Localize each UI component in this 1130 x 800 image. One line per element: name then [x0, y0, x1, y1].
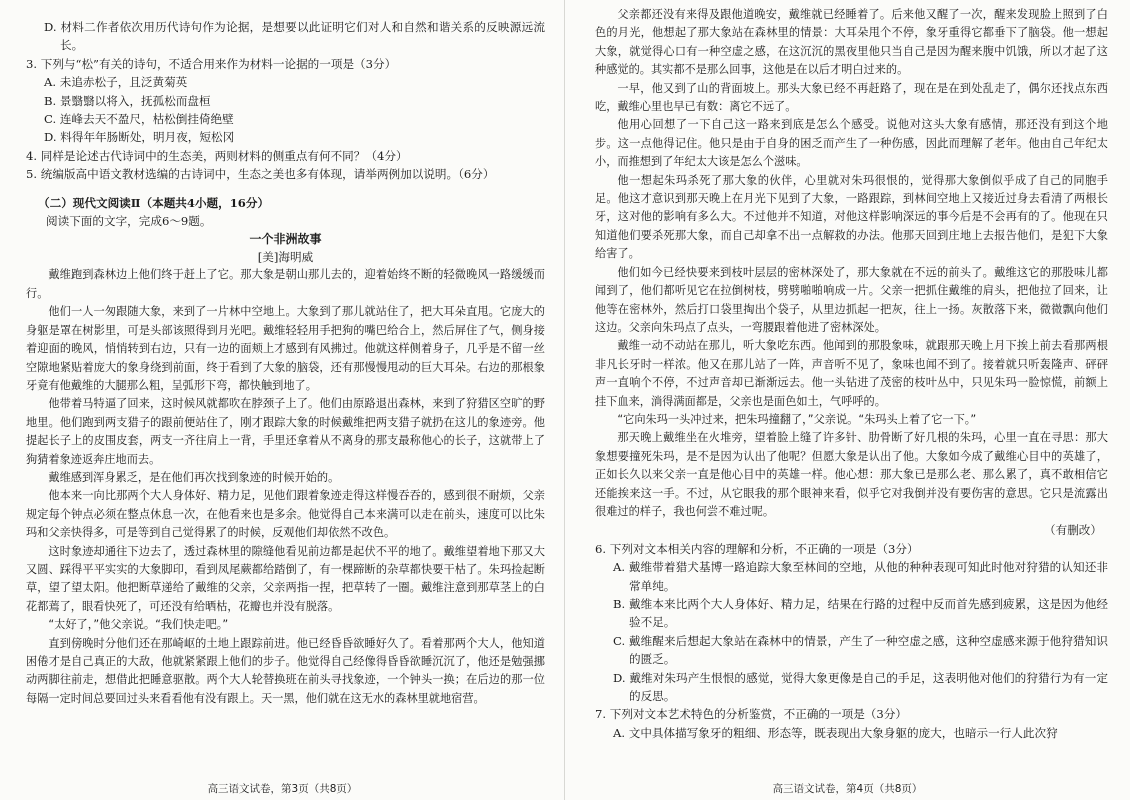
q3-option-d: D. 料得年年肠断处，明月夜，短松冈	[44, 130, 235, 145]
story-paragraph: 他一想起朱玛杀死了那大象的伙伴，心里就对朱玛很恨的，觉得那大象倒似乎成了自己的同胞手足。他这才意识到那天晚上在月光下见到了大象，一路跟踪，到林间空地上又接近过身去看清了两根长牙，这对他的影响有多么大。不过他并不知道，对他这样影响深远的事今后是不会再有的了。他现在只知道他们要杀死那大象，而自己却拿不出一点解救的办法。他那天回到庄地上去报告他们，是犯下大象给害了。	[595, 173, 1108, 261]
question-7: 7. 下列对文本艺术特色的分析鉴赏，不正确的一项是（3分）	[595, 707, 907, 722]
story-paragraph: 他们一人一匆跟随大象，来到了一片林中空地上。大象到了那儿就站住了，把大耳朵直甩。它庞大的身躯是罩在树影里，可是头部该照得到月光吧。戴维轻轻用手把狗的嘴巴给合上，然后屏住了气，侧身接着迎面的晚风，悄悄转到右边，只有一边的面颊上才感到有风拂过。他就这样侧着身子，几乎是不留一丝空隙地紧贴着庞大的象身绕到前面，终于看到了大象的脑袋，还有那慢慢甩动的巨大耳朵。右边的那根象牙竟有他戴维的大腿那么粗，呈弧形下弯，都快触到地了。	[26, 305, 545, 392]
q6-option-d: D. 戴维对朱玛产生恨恨的感觉，觉得大象更像是自己的手足，这表明他对他们的狩猎行为有一定的反思。	[613, 670, 1108, 704]
question-4: 4. 同样是论述古代诗词中的生态美，两则材料的侧重点有何不同？（4分）	[26, 148, 408, 163]
story-paragraph: 他用心回想了一下自己这一路来到底是怎么个感受。说他对这头大象有感情，那还没有到这个地步。这一点他得记住。他只是由于自身的困乏而产生了一种伤感，因此而理解了老年。他由自己年纪太小，而推想到了年纪太大该是怎么个滋味。	[595, 118, 1108, 169]
section-heading: （二）现代文阅读Ⅱ（本题共4小题，16分）	[38, 195, 270, 210]
story-paragraph: 那天晚上戴维坐在火堆旁，望着脸上缝了许多针、肋骨断了好几根的朱玛，心里一直在寻思：那大象想要撞死朱玛，是不是因为认出了他呢？但愿大象是认出了他。大象如今成了戴维心目中的英雄了，正如长久以来父亲一直是他心目中的英雄一样。他心想：那大象已是那么老、那么累了，真不敢相信它还能挨来这一手。不过，从它眼我的那个眼神来看，似乎它对我倒并没有要伤害的意思。它只是流露出很难过的样子，我也何尝不难过呢。	[595, 431, 1108, 518]
q6-option-b: B. 戴维本来比两个大人身体好、精力足，结果在行路的过程中反而首先感到疲累，这是因为他经验不足。	[613, 597, 1108, 630]
question-5: 5. 统编版高中语文教材选编的古诗词中，生态之美也多有体现，请举两例加以说明。（6分）	[26, 167, 495, 182]
story-paragraph: “它向朱玛一头冲过来，把朱玛撞翻了，”父亲说。“朱玛头上着了它一下。”	[617, 412, 977, 426]
question-3: 3. 下列与“松”有关的诗句，不适合用来作为材料一论据的一项是（3分）	[26, 56, 397, 71]
source-note: （有删改）	[1044, 523, 1102, 538]
question-6: 6. 下列对文本相关内容的理解和分析，不正确的一项是（3分）	[595, 541, 919, 556]
q6-option-a: A. 戴维带着猎犬基博一路追踪大象至林间的空地，从他的种种表现可知此时他对狩猎的认知还非常单纯。	[613, 560, 1108, 593]
story-paragraph: 他本来一向比那两个大人身体好、精力足，见他们跟着象迹走得这样慢吞吞的，感到很不耐烦，父亲规定每个钟点必须在整点休息一次，在他看来也是多余。他觉得自己本来满可以走在前头，速度可以比朱玛和父亲快得多，可是等到自己觉得累了的时候，反观他们却依然不改色。	[26, 489, 545, 540]
q2-option-d: D. 材料二作者依次用历代诗句作为论据，是想要以此证明它们对人和自然和谐关系的反映源远流长。	[44, 20, 545, 53]
story-paragraph: 一早，他又到了山的背面坡上。那头大象已经不再赶路了，现在是在到处乱走了，偶尔还找点东西吃，戴维心里也早已有数：离它不远了。	[595, 81, 1108, 114]
page-footer: 高三语文试卷，第3页（共8页）	[207, 783, 358, 795]
story-paragraph: 这时象迹却通往下边去了，透过森林里的隙缝他看见前边都是起伏不平的地了。戴维望着地下那又大又圆、踩得平平实实的大象脚印，看到凤尾蕨都给踏倒了，有一棵蹄断的杂草都快要干枯了。朱玛捡起断草，望了望太阳。他把断草递给了戴维的父亲，父亲两指一捏，把草转了一圈。戴维注意到那草茎上的白花都蔫了，眼看快死了，可还没有给晒枯，花瓣也并没有脱落。	[26, 544, 545, 613]
story-paragraph: 直到傍晚时分他们还在那崎岖的土地上跟踪前进。他已经昏昏欲睡好久了。看着那两个大人，他知道困倦才是自己真正的大敌，他就紧紧跟上他们的步子。他觉得自己经像得昏昏欲睡沉沉了，他还是勉强挪动两脚往前走，想借此把睡意驱散。两个大人轮替换班在前头寻找象迹，一个钟头一换；在后边的那一位每隔一定时间总要回过头来看看他有没有跟上。天一黑，他们就在这无水的森林里就地宿营。	[26, 636, 545, 705]
page-footer: 高三语文试卷，第4页（共8页）	[772, 783, 923, 795]
q3-option-a: A. 未追赤松子，且泛黄菊英	[44, 75, 188, 90]
q6-option-c: C. 戴维醒来后想起大象站在森林中的情景，产生了一种空虚之感，这种空虚感来源于他狩猎知识的匮乏。	[613, 633, 1108, 667]
q3-option-b: B. 景翳翳以将入，抚孤松而盘桓	[44, 93, 211, 108]
q7-option-a: A. 文中具体描写象牙的粗细、形态等，既表现出大象身躯的庞大，也暗示一行人此次狩	[613, 725, 1058, 740]
story-paragraph: 父亲都还没有来得及跟他道晚安，戴维就已经睡着了。后来他又醒了一次，醒来发现脸上照到了白色的月光，他想起了那大象站在森林里的情景：大耳朵甩个不停，象牙重得它都垂下了脑袋。他一想起大象，就觉得心口有一种空虚之感，在这沉沉的黑夜里他只当自己是因为醒来腹中饥饿，所以才起了这种感觉的。其实都不是那么回事，这他是在以后才明白过来的。	[595, 8, 1108, 77]
story-title: 一个非洲故事	[249, 232, 322, 247]
story-paragraph: 戴维感到浑身累乏，是在他们再次找到象迹的时候开始的。	[48, 470, 340, 484]
story-paragraph: 他们如今已经快要来到枝叶层层的密林深处了，那大象就在不远的前头了。戴维这它的那股味儿都闻到了，他们都听见它在拉倒树枝，劈劈啪啪响成一片。父亲一把抓住戴维的肩头，把他拉了回来，让他等在密林外，然后打口袋里掏出个袋子，从里边抓起一把灰，往上一扬。灰散落下来，微微飘向他们这边。父亲向朱玛点了点头，一弯腰跟着他进了密林深处。	[595, 265, 1108, 334]
story-author: [美]海明威	[257, 250, 314, 265]
q3-option-c: C. 连峰去天不盈尺，枯松倒挂倚绝壁	[44, 112, 234, 127]
story-paragraph: 戴维跑到森林边上他们终于赶上了它。那大象是朝山那儿去的，迎着始终不断的轻微晚风一路缓缓而行。	[26, 268, 545, 300]
story-paragraph: 他带着马特逼了回来，这时候风就都吹在脖颈子上了。他们由原路退出森林，来到了狩猎区空旷的野地里。他们跑到两支猎子的跟前便站住了，刚才跟踪大象的时候戴维把两支猎子就扔在这儿的象迹旁。他提起长子上的皮围皮套，两支一齐往肩上一背，手里还拿着从不离身的那支最称他心的长子，这就带上了狗猜着象迹返奔庄地而去。	[26, 397, 545, 466]
reading-instruction: 阅读下面的文字，完成6～9题。	[46, 214, 212, 229]
right-page	[565, 0, 1130, 800]
story-paragraph: “太好了，”他父亲说。“我们快走吧。”	[48, 618, 229, 632]
story-paragraph: 戴维一动不动站在那儿，听大象吃东西。他闻到的那股象味，就跟那天晚上月下挨上前去看那两根非凡长牙时一样浓。他又在那儿站了一阵，声音听不见了，象味也闻不到了。接着就只听轰隆声、砰砰声一直响个不停，不过声音却已渐渐远去。他一头钻进了茂密的枝叶丛中，只见朱玛一脸惊慌，前额上挂下血来，淌得满面都是，父亲也是面色如土，气呼呼的。	[595, 339, 1108, 408]
